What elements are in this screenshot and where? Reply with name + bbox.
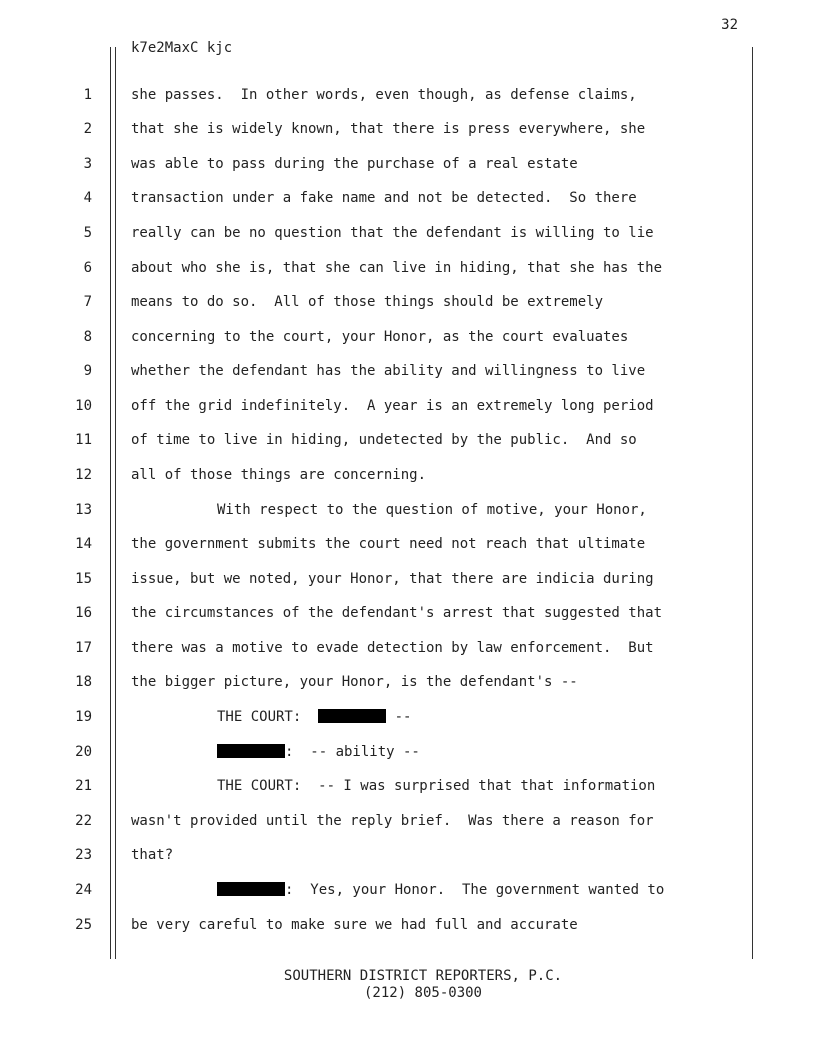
line-number: 11 [75,432,92,448]
transcript-line: the bigger picture, your Honor, is the defendant's -- [131,674,578,690]
speaker-label: THE COURT: [217,709,302,725]
line-number: 8 [83,329,92,345]
transcript-line: she passes. In other words, even though, as defense claims, [131,87,637,103]
transcript-line: THE COURT: -- I was surprised that that information [217,778,656,794]
line-number: 5 [83,225,92,241]
transcript-line: of time to live in hiding, undetected by the public. And so [131,432,637,448]
line-number: 10 [75,398,92,414]
line-number: 16 [75,605,92,621]
transcript-line [131,708,816,726]
line-remainder: -- [386,709,412,725]
transcript-line: be very careful to make sure we had full and accurate [131,917,578,933]
line-remainder: : Yes, your Honor. The government wanted to [285,882,665,898]
line-remainder: : -- ability -- [285,744,420,760]
transcript-line: concerning to the court, your Honor, as the court evaluates [131,329,629,345]
transcript-line: whether the defendant has the ability and willingness to live [131,363,646,379]
transcript-line: really can be no question that the defendant is willing to lie [131,225,654,241]
redaction-bar [217,882,285,896]
transcript-line: With respect to the question of motive, your Honor, [217,502,647,518]
line-number: 2 [83,121,92,137]
left-margin-rule-outer [110,47,111,959]
transcript-line: wasn't provided until the reply brief. Was there a reason for [131,813,654,829]
line-number: 3 [83,156,92,172]
line-number: 23 [75,847,92,863]
transcript-line: transaction under a fake name and not be detected. So there [131,190,637,206]
transcript-header-code: k7e2MaxC kjc [131,40,233,56]
line-number: 13 [75,502,92,518]
transcript-line: all of those things are concerning. [131,467,427,483]
line-number: 18 [75,674,92,690]
line-number: 17 [75,640,92,656]
transcript-line: the circumstances of the defendant's arrest that suggested that [131,605,663,621]
line-number: 12 [75,467,92,483]
transcript-line: the government submits the court need not reach that ultimate [131,536,646,552]
redaction-bar [318,709,386,723]
line-number: 20 [75,744,92,760]
page-number: 32 [721,17,738,33]
left-margin-rule-inner [115,47,116,959]
page-footer [0,968,816,1002]
reporter-phone: (212) 805-0300 [363,985,482,1001]
transcript-line: there was a motive to evade detection by law enforcement. But [131,640,654,656]
reporter-name: SOUTHERN DISTRICT REPORTERS, P.C. [283,968,563,984]
transcript-line [131,881,816,899]
transcript-line [131,743,816,761]
line-number: 4 [83,190,92,206]
line-number: 21 [75,778,92,794]
transcript-line: that? [131,847,174,863]
transcript-line: off the grid indefinitely. A year is an extremely long period [131,398,654,414]
line-number: 25 [75,917,92,933]
line-number: 1 [83,87,92,103]
line-number: 6 [83,260,92,276]
transcript-line: that she is widely known, that there is press everywhere, she [131,121,646,137]
line-number: 22 [75,813,92,829]
line-number: 7 [83,294,92,310]
transcript-line: means to do so. All of those things should be extremely [131,294,604,310]
line-number: 9 [83,363,92,379]
line-number: 19 [75,709,92,725]
transcript-line: was able to pass during the purchase of a real estate [131,156,578,172]
redaction-bar [217,744,285,758]
line-number: 15 [75,571,92,587]
transcript-line: about who she is, that she can live in hiding, that she has the [131,260,663,276]
line-number: 24 [75,882,92,898]
transcript-line: issue, but we noted, your Honor, that there are indicia during [131,571,654,587]
line-number: 14 [75,536,92,552]
